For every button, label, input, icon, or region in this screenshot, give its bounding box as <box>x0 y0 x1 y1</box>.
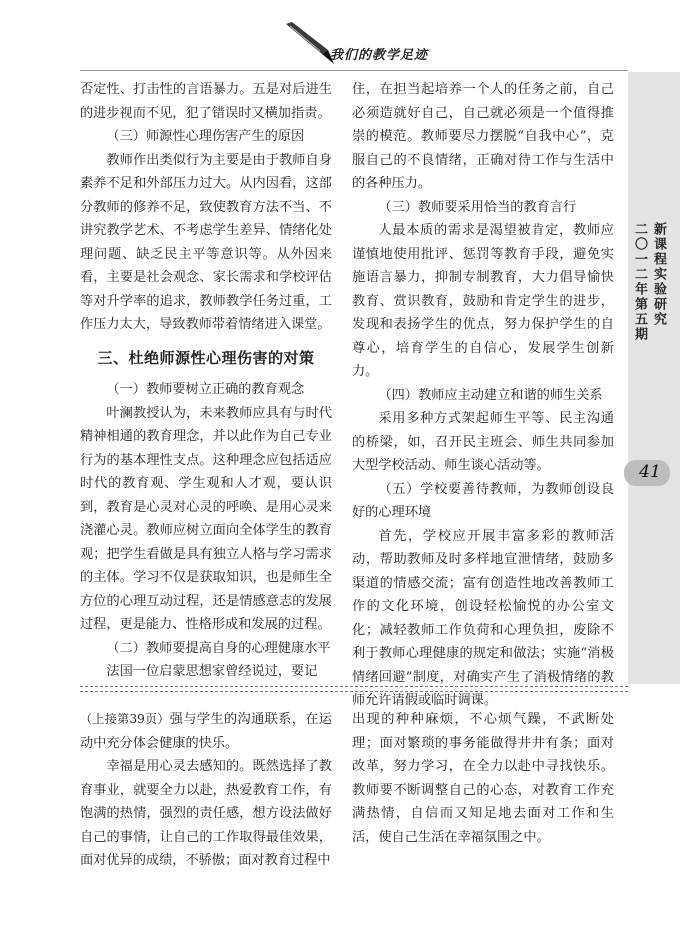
paragraph: 人最本质的需求是渴望被肯定，教师应谨慎地使用批评、惩罚等教育手段，避免实施语言暴力，抑制专制教育，大力倡导愉快教育、赏识教育，鼓励和肯定学生的进步，发现和表扬学生的优点，努力保护学生的自尊心，培育学生的自信心，发展学生创新力。 <box>352 223 614 379</box>
subheading: （三）教师要采用恰当的教育言行 <box>378 199 577 215</box>
continued-from-reference: （上接第39页） <box>80 712 170 726</box>
continued-column-left <box>80 708 332 873</box>
section-heading: 三、杜绝师源性心理伤害的对策 <box>97 348 315 367</box>
article-divider <box>80 686 628 692</box>
paragraph <box>80 708 332 755</box>
paragraph: 法国一位启蒙思想家曾经说过，要记 <box>106 664 318 679</box>
journal-info-vertical <box>632 222 668 342</box>
article-column-right <box>352 78 614 713</box>
header-title: 我们的教学足迹 <box>330 48 429 63</box>
subheading: （五）学校要善待教师，为教师创设良好的心理环境 <box>352 481 614 520</box>
paragraph: 幸福是用心灵去感知的。既然选择了教育事业，就要全力以赴，热爱教育工作，有饱满的热情，强烈的责任感，想方设法做好自己的事情，让自己的工作取得最佳效果，面对优异的成绩，不骄傲；面对教育过程中 <box>80 759 332 868</box>
subheading: （三）师源性心理伤害产生的原因 <box>106 129 305 144</box>
paragraph: 采用多种方式架起师生平等、民主沟通的桥梁，如，召开民主班会、师生共同参加大型学校活动、师生谈心活动等。 <box>352 411 614 473</box>
paragraph: 叶澜教授认为，未来教师应具有与时代精神相通的教育理念，并以此作为自己专业行为的基本理性支点。这种理念应包括适应时代的教育观、学生观和人才观，要认识到，教育是心灵对心灵的呼唤、是用心灵来浇灌心灵。教师应树立面向全体学生的教育观；把学生看做是具有独立人格与学习需求的主体。学习不仅是获取知识，也是师生全方位的心理互动过程，还是情感意志的发展过程，更是能力、性格形成和发展的过程。 <box>80 405 332 632</box>
page-number: 41 <box>639 462 661 482</box>
article-column-left <box>80 78 332 684</box>
subheading: （一）教师要树立正确的教育观念 <box>106 382 305 397</box>
paragraph: 教师作出类似行为主要是由于教师自身素养不足和外部压力过大。从内因看，这部分教师的修养不足，致使教育方法不当、不讲究教学艺术、不考虑学生差异、情绪化处理问题、缺乏民主平等意识等。从外因来看，主要是社会观念、家长需求和学校评估等对升学率的追求，教师教学任务过重，工作压力太大，导致教师带着情绪进入课堂。 <box>80 152 332 332</box>
paragraph: 否定性、打击性的言语暴力。五是对后进生的进步视而不见，犯了错误时又横加指责。 <box>80 82 332 121</box>
journal-issue: 二〇一二年第五期 <box>632 222 647 342</box>
paragraph: 出现的种种麻烦，不心烦气躁，不武断处理；面对繁琐的事务能做得井井有条；面对改革，努力学习，在全力以赴中寻找快乐。教师要不断调整自己的心态，对教育工作充满热情，自信而又知足地去面对工作和生活，使自己生活在幸福氛围之中。 <box>352 712 614 845</box>
subheading: （二）教师要提高自身的心理健康水平 <box>106 640 331 656</box>
header-rule <box>80 70 628 71</box>
continued-column-right <box>352 708 614 849</box>
paragraph-text: 强与学生的沟通联系，在运动中充分体会健康的快乐。 <box>80 712 332 751</box>
subheading: （四）教师应主动建立和谐的师生关系 <box>378 387 603 403</box>
journal-name: 新课程实验研究 <box>651 222 666 327</box>
side-margin-bar <box>628 72 680 684</box>
running-header <box>0 0 680 72</box>
paragraph: 首先，学校应开展丰富多彩的教师活动，帮助教师及时多样地宣泄情绪，鼓励多渠道的情感交流；富有创造性地改善教师工作的文化环境，创设轻松愉悦的办公室文化；减轻教师工作负荷和心理负担，废除不利于教师心理健康的规定和做法；实施“消极情绪回避”制度，对确实产生了消极情绪的教师允许请假或临时调课。 <box>352 528 614 708</box>
paragraph: 住，在担当起培养一个人的任务之前，自己必须造就好自己，自己就必须是一个值得推崇的模范。教师要尽力摆脱“自我中心”，克服自己的不良情绪，正确对待工作与生活中的各种压力。 <box>352 82 614 191</box>
